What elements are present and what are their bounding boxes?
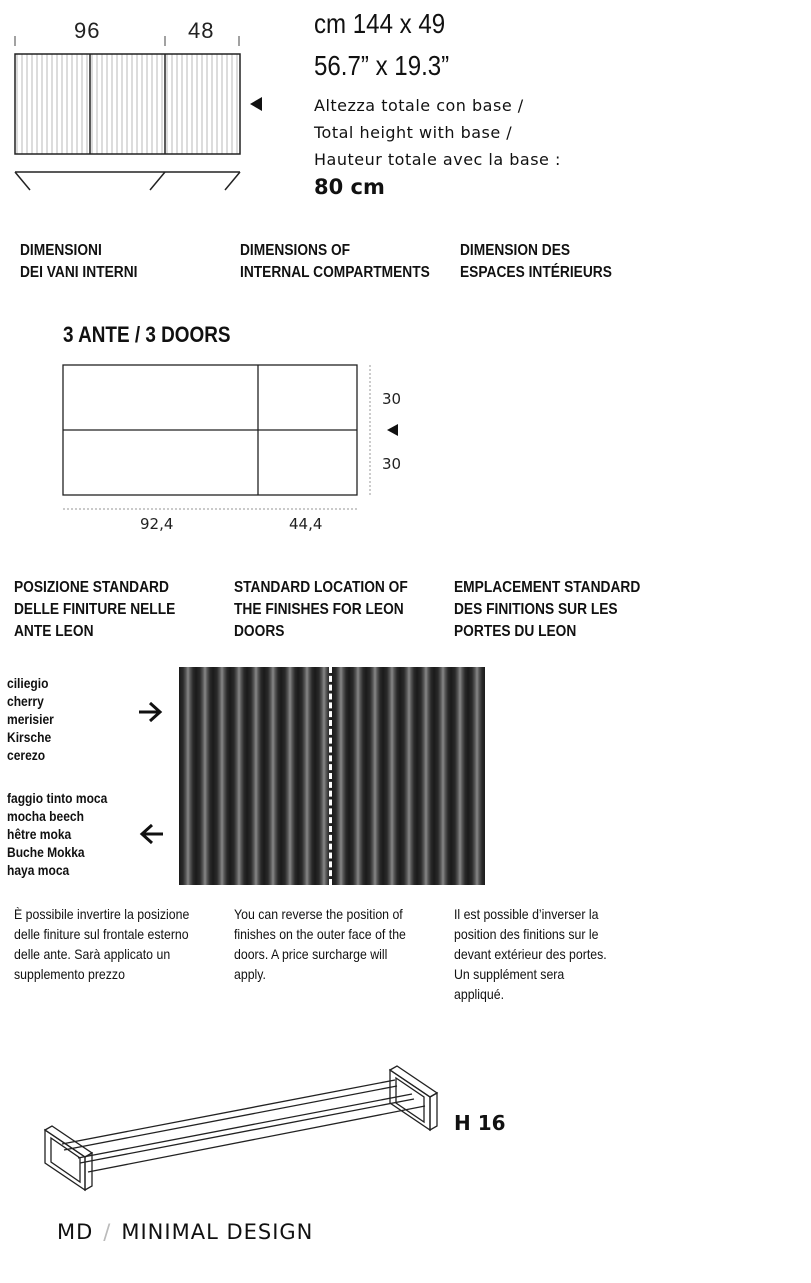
overall-size-inches: 56.7” x 19.3” (314, 50, 450, 81)
reverse-note-en: You can reverse the position of finishes on the outer face of the doors. A price surcharge will apply. (234, 906, 406, 982)
compartments-heading-it: DIMENSIONI DEI VANI INTERNI (20, 242, 138, 281)
doors-title: 3 ANTE / 3 DOORS (63, 322, 231, 347)
compartment-height-top: 30 (382, 390, 402, 408)
compartments-heading-en: DIMENSIONS OF INTERNAL COMPARTMENTS (240, 242, 430, 281)
compartment-height-bottom: 30 (382, 455, 402, 473)
height-label-fr: Hauteur totale avec la base : (314, 150, 561, 169)
height-label-en: Total height with base / (314, 123, 513, 142)
brand-short: MD (57, 1220, 94, 1244)
dim-width-right: 48 (188, 18, 215, 43)
dim-width-left: 96 (74, 18, 101, 43)
base-drawing (40, 1062, 440, 1192)
compartment-width-left: 92,4 (140, 515, 174, 533)
height-value: 80 cm (314, 175, 385, 199)
compartments-drawing (60, 360, 405, 520)
finishes-heading-fr: EMPLACEMENT STANDARD DES FINITIONS SUR LES PORTES DU LEON (454, 579, 641, 640)
base-height-label: H 16 (454, 1111, 506, 1135)
brand-name: MINIMAL DESIGN (121, 1220, 314, 1244)
compartment-width-right: 44,4 (289, 515, 323, 533)
door-split-line (329, 667, 332, 885)
reverse-note-fr: Il est possible d’inverser la position des finitions sur le devant extérieur des portes. Un supplément sera appliqué. (454, 906, 607, 1002)
height-label-it: Altezza totale con base / (314, 96, 524, 115)
brand-logo (57, 1220, 313, 1244)
finish-mocha-labels: faggio tinto moca mocha beech hêtre moka Buche Mokka haya moca (7, 790, 108, 878)
brand-separator: / (103, 1220, 112, 1244)
sideboard-front-drawing (10, 30, 270, 195)
compartments-heading-fr: DIMENSION DES ESPACES INTÉRIEURS (460, 242, 612, 281)
reverse-note-it: È possibile invertire la posizione delle finiture sul frontale esterno delle ante. Sarà applicato un supplemento prezzo (14, 906, 190, 982)
finish-cherry-labels: ciliegio cherry merisier Kirsche cerezo (7, 675, 54, 763)
door-finish-panel (179, 667, 485, 885)
finishes-heading-it: POSIZIONE STANDARD DELLE FINITURE NELLE ANTE LEON (14, 579, 176, 640)
overall-size-cm: cm 144 x 49 (314, 8, 446, 39)
finishes-heading-en: STANDARD LOCATION OF THE FINISHES FOR LEON DOORS (234, 579, 408, 640)
arrow-right-icon (137, 700, 165, 724)
arrow-left-icon (137, 822, 165, 846)
